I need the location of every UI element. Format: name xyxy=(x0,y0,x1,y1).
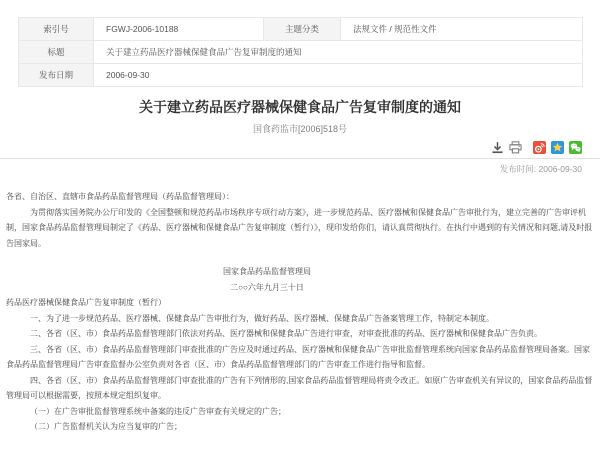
download-icon xyxy=(491,141,504,154)
regulation-subtitle: 药品医疗器械保健食品广告复审制度（暂行） xyxy=(6,298,166,307)
table-row xyxy=(19,64,583,87)
document-body xyxy=(6,189,594,435)
share-qzone-button[interactable] xyxy=(551,141,564,154)
share-wechat-button[interactable] xyxy=(569,141,582,154)
signature-date: 二○○六年九月三十日 xyxy=(230,282,304,292)
salutation-line: 各省、自治区、直辖市食品药品监督管理局（药品监督管理局）： xyxy=(6,192,234,201)
meta-category-value: 法规文件 / 规范性文件 xyxy=(341,18,583,41)
item-3: 三、各省（区、市）食品药品监督管理部门审查批准的广告应及时通过药品、医疗器械和保健食品广告审批监督管理系统向国家食品药品监督管理局备案。国家食品药品监督管理局广告审查监督办公室负责对各省（区、市）食品药品监督管理部门的广告审查工作进行指导和监督。 xyxy=(6,344,590,369)
meta-index-label: 索引号 xyxy=(19,18,94,41)
publish-time: 发布时间: 2006-09-30 xyxy=(499,164,582,174)
share-toolbar xyxy=(0,140,582,154)
wechat-icon xyxy=(569,141,582,154)
signature-org: 国家食品药品监督管理局 xyxy=(223,267,311,276)
metadata-table xyxy=(18,17,583,87)
meta-date-label: 发布日期 xyxy=(19,64,94,87)
signature-block xyxy=(6,264,528,295)
item-1: 一、为了进一步规范药品、医疗器械、保健食品广告审批行为，做好药品、医疗器械、保健食品广告备案管理工作，特制定本制度。 xyxy=(30,313,494,323)
item-4-sub-1: （一）在广告审批监督管理系统中备案的违反广告审查有关规定的广告； xyxy=(30,406,286,416)
page-title: 关于建立药品医疗器械保健食品广告复审制度的通知 xyxy=(139,99,461,115)
intro-paragraph: 为贯彻落实国务院办公厅印发的《全国整顿和规范药品市场秩序专项行动方案》，进一步规范药品、医疗器械和保健食品广告审批行为，建立完善的广告审评机制，国家食品药品监督管理局制定了《药品、医疗器械和保健食品广告复审制度（暂行）》，现印发给你们，请认真贯彻执行。在执行中遇到的有关情况和问题,请及时报告国家局。 xyxy=(6,207,593,248)
print-button[interactable] xyxy=(509,141,522,154)
table-row xyxy=(19,18,583,41)
item-4: 四、各省（区、市）食品药品监督管理部门审查批准的广告有下列情形的,国家食品药品监督管理局将责令改正。如原广告审查机关有异议的，国家食品药品监督管理局可以根据需要，按照本规定组织复审。 xyxy=(6,375,593,400)
print-icon xyxy=(509,141,522,154)
qzone-star-icon xyxy=(551,141,564,154)
meta-title-label: 标题 xyxy=(19,41,94,64)
download-button[interactable] xyxy=(491,141,504,154)
document-number: 国食药监市[2006]518号 xyxy=(252,124,348,134)
item-4-sub-2: （二）广告监督机关认为应当复审的广告； xyxy=(30,422,182,431)
meta-index-value: FGWJ-2006-10188 xyxy=(94,18,264,41)
meta-date-value: 2006-09-30 xyxy=(94,64,583,87)
header-divider xyxy=(0,158,600,159)
meta-title-value: 关于建立药品医疗器械保健食品广告复审制度的通知 xyxy=(94,41,583,64)
meta-category-label: 主题分类 xyxy=(264,18,341,41)
item-2: 二、各省（区、市）食品药品监督管理部门依法对药品、医疗器械和保健食品广告进行审查，对审查批准的药品、医疗器械和保健食品广告负责。 xyxy=(30,329,542,338)
table-row xyxy=(19,41,583,64)
weibo-icon xyxy=(533,141,546,154)
share-weibo-button[interactable] xyxy=(533,141,546,154)
